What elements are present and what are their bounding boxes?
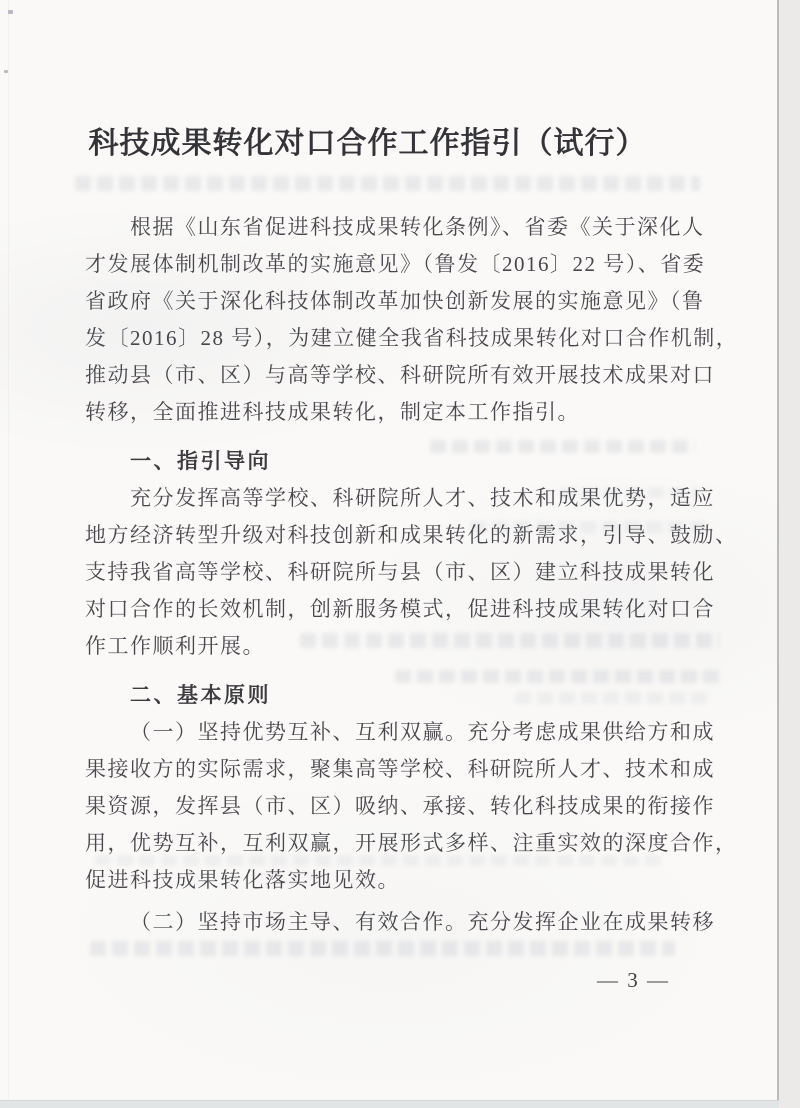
scan-speck	[8, 10, 13, 14]
page-bottom-edge	[0, 1100, 779, 1108]
bleedthrough-ghost-text	[90, 941, 675, 956]
page-right-edge	[777, 0, 779, 1100]
section-heading: 一、指引导向	[130, 450, 271, 473]
paragraph-line: 省政府《关于深化科技体制改革加快创新发展的实施意见》（鲁	[85, 289, 705, 313]
paragraph-line: （一）坚持优势互补、互利双赢。充分考虑成果供给方和成	[130, 720, 715, 744]
paragraph-line: 推动县（市、区）与高等学校、科研院所有效开展技术成果对口	[85, 363, 715, 387]
paragraph-line: 才发展体制机制改革的实施意见》（鲁发〔2016〕22 号）、省委	[85, 252, 706, 276]
paragraph-line: 地方经济转型升级对科技创新和成果转化的新需求，引导、鼓励、	[85, 523, 738, 547]
paragraph-line: 充分发挥高等学校、科研院所人才、技术和成果优势，适应	[130, 486, 715, 510]
paragraph-line: 促进科技成果转化落实地见效。	[85, 868, 400, 892]
scan-speck	[4, 70, 8, 73]
document-body	[85, 209, 739, 941]
paragraph-line: 作工作顺利开展。	[85, 634, 265, 658]
page-number: — 3 —	[597, 968, 670, 992]
paragraph-line: 转移，全面推进科技成果转化，制定本工作指引。	[85, 400, 580, 424]
page-left-crease	[8, 0, 9, 1100]
paragraph-line: 发〔2016〕28 号），为建立健全我省科技成果转化对口合作机制，	[85, 326, 739, 350]
paragraph-line: 对口合作的长效机制，创新服务模式，促进科技成果转化对口合	[85, 597, 715, 621]
paragraph-line: 用，优势互补，互利双赢，开展形式多样、注重实效的深度合作，	[85, 831, 738, 855]
section-heading: 二、基本原则	[130, 684, 271, 707]
bleedthrough-ghost-text	[75, 176, 700, 191]
paragraph-line: （二）坚持市场主导、有效合作。充分发挥企业在成果转移	[130, 910, 715, 934]
paragraph-line: 根据《山东省促进科技成果转化条例》、省委《关于深化人	[130, 215, 705, 239]
document-title: 科技成果转化对口合作工作指引（试行）	[88, 127, 647, 160]
scanner-background	[779, 0, 800, 1108]
paragraph-line: 果接收方的实际需求，聚集高等学校、科研院所人才、技术和成	[85, 757, 715, 781]
paragraph-line: 果资源，发挥县（市、区）吸纳、承接、转化科技成果的衔接作	[85, 794, 715, 818]
paragraph-line: 支持我省高等学校、科研院所与县（市、区）建立科技成果转化	[85, 560, 715, 584]
